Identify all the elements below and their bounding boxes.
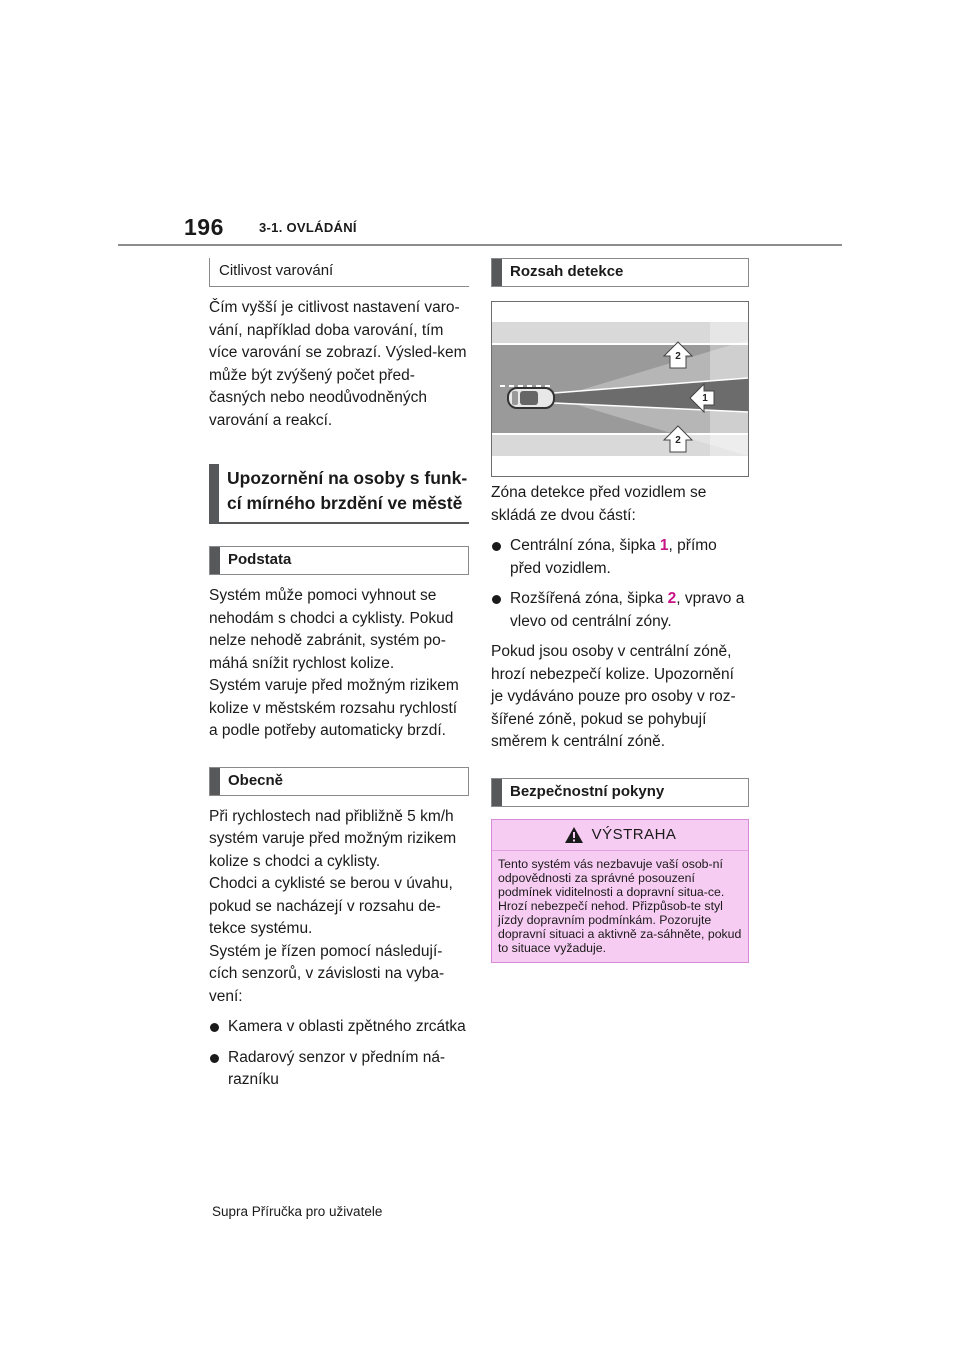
list-item: Centrální zóna, šipka 1, přímo před vozidlem. <box>491 535 749 580</box>
page-number: 196 <box>184 214 224 240</box>
warning-title: VÝSTRAHA <box>591 826 677 843</box>
warning-header <box>492 820 748 851</box>
list-item: Rozšířená zóna, šipka 2, vpravo a vlevo od centrální zóny. <box>491 588 749 633</box>
zone-list <box>491 535 749 633</box>
section-title: 3-1. OVLÁDÁNÍ <box>259 220 357 235</box>
essence-heading <box>209 546 469 575</box>
list-item: Radarový senzor v předním ná-razníku <box>209 1047 469 1092</box>
left-column <box>209 258 469 1100</box>
label-2-upper: 2 <box>675 351 681 362</box>
header-rule <box>118 244 842 246</box>
bullet-icon <box>492 595 501 604</box>
footer-text: Supra Příručka pro uživatele <box>212 1204 383 1219</box>
sensor-list <box>209 1016 469 1092</box>
main-heading-text: Upozornění na osoby s funk-cí mírného brzdění ve městě <box>227 468 468 513</box>
warning-box <box>491 819 749 963</box>
range-heading-text: Rozsah detekce <box>510 263 624 280</box>
bullet-icon <box>492 542 501 551</box>
range-heading <box>491 258 749 287</box>
sensitivity-text: Čím vyšší je citlivost nastavení varo-vání, například doba varování, tím více varování se zobrazí. Výsled-kem může být zvýšený počet před-časných nebo neodůvodněných varování a reakcí. <box>209 299 467 429</box>
general-paragraph-3: Systém je řízen pomocí následují-cích senzorů, v závislosti na vyba-vení: <box>209 942 445 1005</box>
sensitivity-heading <box>209 258 469 287</box>
bullet-icon <box>210 1054 219 1063</box>
essence-heading-text: Podstata <box>228 551 292 568</box>
zone-paragraph: Pokud jsou osoby v centrální zóně, hrozí nebezpečí kolize. Upozornění je vydáváno pouze pro osoby v roz-šířené zóně, pokud se pohybují směrem k centrální zóně. <box>491 643 736 750</box>
list-item: Kamera v oblasti zpětného zrcátka <box>209 1016 469 1039</box>
arrow-number: 2 <box>667 590 677 607</box>
label-2-lower: 2 <box>675 435 681 446</box>
general-paragraph-2: Chodci a cyklisté se berou v úvahu, pokud se nacházejí v rozsahu de-tekce systému. <box>209 875 453 937</box>
general-heading <box>209 767 469 796</box>
warning-text: Tento systém vás nezbavuje vaší osob-ní odpovědnosti za správné posouzení podmínek viditelnosti a dopravní situa-ce. Hrozí nebezpečí nehod. Přizpůsob-te styl jízdy dopravním podmínkám. Pozorujte dopravní situaci a aktivně za-sáhněte, pokud to situace vyžaduje. <box>498 856 742 955</box>
zone-intro: Zóna detekce před vozidlem se skládá ze dvou částí: <box>491 484 707 524</box>
bullet-icon <box>210 1023 219 1032</box>
car-icon <box>508 388 554 408</box>
warning-triangle-icon <box>564 826 584 844</box>
general-heading-text: Obecně <box>228 771 284 789</box>
essence-paragraph-1: Systém může pomoci vyhnout se nehodám s chodci a cyklisty. Pokud nelze nehodě zabránit, systém po-máhá snížit rychlost kolize. <box>209 587 454 672</box>
right-column <box>491 258 749 963</box>
sensitivity-heading-text: Citlivost varování <box>219 262 334 279</box>
detection-range-diagram <box>491 301 749 477</box>
safety-heading-text: Bezpečnostní pokyny <box>510 782 665 800</box>
safety-heading <box>491 778 749 807</box>
detection-range-illustration <box>492 302 748 476</box>
general-paragraph-1: Při rychlostech nad přibližně 5 km/h systém varuje před možným rizikem kolize s chodci a cyklisty. <box>209 807 457 870</box>
essence-paragraph-2: Systém varuje před možným rizikem kolize v městském rozsahu rychlostí a podle potřeby automaticky brzdí. <box>209 677 459 739</box>
main-heading <box>209 464 469 524</box>
arrow-number: 1 <box>659 537 669 554</box>
label-1: 1 <box>702 393 708 404</box>
